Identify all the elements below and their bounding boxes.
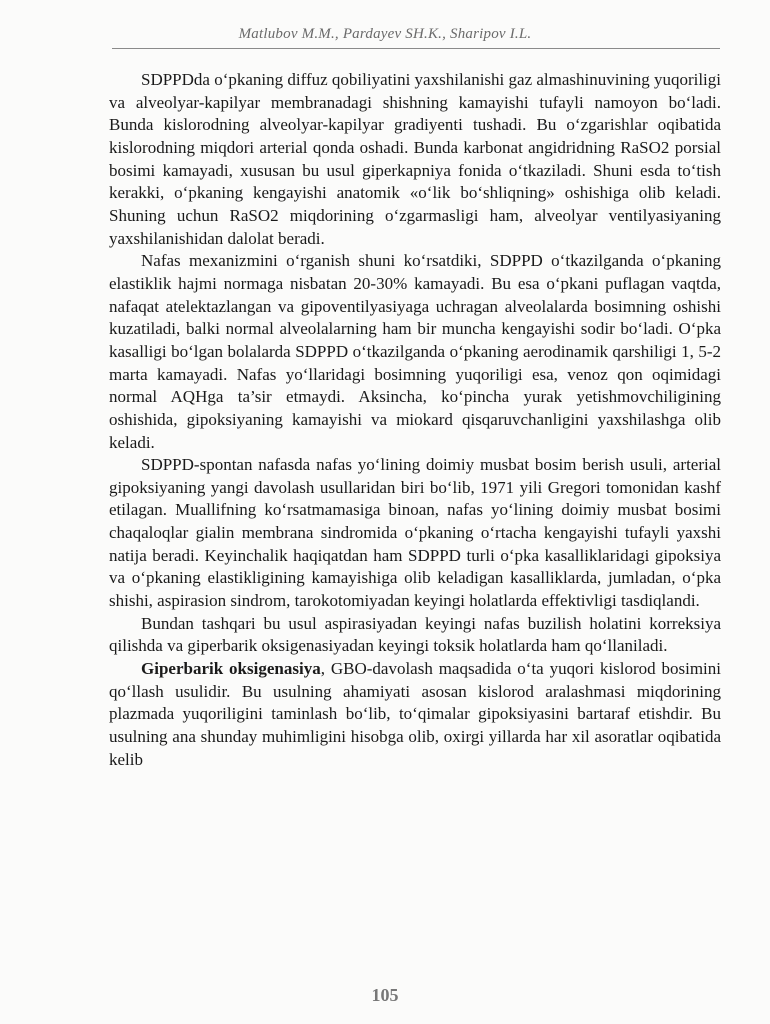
paragraph: SDPPD-spontan nafasda nafas yo‘lining doimiy musbat bosim berish usuli, arterial gipoksiyaning yangi davolash usullaridan biri bo‘lib, 1971 yili Gregori tomonidan kashf etilagan. Muallifning ko‘rsatmamasiga binoan, nafas yo‘lining doimiy musbat bosimi chaqaloqlar gialin membrana sindromida o‘pkaning o‘rtacha kengayishi tufayli yaxshi natija beradi. Keyinchalik haqiqatdan ham SDPPD turli o‘pka kasalliklaridagi gipoksiya va o‘pkaning elastikligining kamayishiga olib keladigan kasalliklarda, jumladan, o‘pka shishi, aspirasion sindrom, tarokotomiyadan keyingi holatlarda effektivligi tasdiqlandi. [109, 455, 721, 611]
bold-term: Giperbarik oksigenasiya [141, 659, 321, 679]
page-number: 105 [371, 985, 399, 1005]
page-body [109, 69, 721, 771]
paragraph: SDPPDda o‘pkaning diffuz qobiliyatini yaxshilanishi gaz almashinuvining yuqoriligi va alveolyar-kapilyar membranadagi shishning kamayishi tufayli namoyon bo‘ladi. Bunda kislorodning alveolyar-kapilyar gradiyenti tushadi. Bu o‘zgarishlar oqibatida kislorodning miqdori arterial qonda oshadi. Bunda karbonat angidridning RaSO2 porsial bosimi kamayadi, xususan bu usul giperkapniya fonida o‘tkaziladi. Shuni esda to‘tish kerakki, o‘pkaning kengayishi anatomik «o‘lik bo‘shliqning» oshishiga olib keladi. Shuning uchun RaSO2 miqdorining o‘zgarmasligi ham, alveolyar ventilyasiyaning yaxshilanishidan dalolat beradi. [109, 70, 721, 248]
header-rule [112, 48, 720, 49]
paragraph: Bundan tashqari bu usul aspirasiyadan keyingi nafas buzilish holatini korreksiya qilishda va giperbarik oksigenasiyadan keyingi toksik holatlarda ham qo‘llaniladi. [109, 613, 721, 656]
paragraph-text: , GBO-davolash maqsadida o‘ta yuqori kislorod bosimini qo‘llash usulidir. Bu usulning ahamiyati asosan kislorod aralashmasi miqdorining plazmada yuqoriligini taminlash bo‘lib, to‘qimalar gipoksiyasini bartaraf etishdir. Bu usulning ana shunday muhimligini hisobga olib, oxirgi yillarda har xil asoratlar oqibatida kelib [109, 659, 721, 769]
running-head: Matlubov M.M., Pardayev SH.K., Sharipov I.L. [238, 26, 532, 42]
paragraph [109, 658, 721, 771]
paragraph: Nafas mexanizmini o‘rganish shuni ko‘rsatdiki, SDPPD o‘tkazilganda o‘pkaning elastiklik hajmi normaga nisbatan 20-30% kamayadi. Bu esa o‘pkani puflagan vaqtda, nafaqat atelektazlangan va gipoventilyasiyaga uchragan alveolalarda bosimning oshishi kuzatiladi, balki normal alveolalarning ham bir muncha kengayishi sodir bo‘ladi. O‘pka kasalligi bo‘lgan bolalarda SDPPD o‘tkazilganda o‘pkaning aerodinamik qarshiligi 1, 5-2 marta kamayadi. Nafas yo‘llaridagi bosimning yuqoriligi esa, venoz qon oqimidagi normal AQHga ta’sir etmaydi. Aksincha, ko‘pincha yurak yetishmovchiligining oshishida, gipoksiyaning kamayishi va miokard qisqaruvchanligini yaxshilashga olib keladi. [109, 251, 721, 452]
